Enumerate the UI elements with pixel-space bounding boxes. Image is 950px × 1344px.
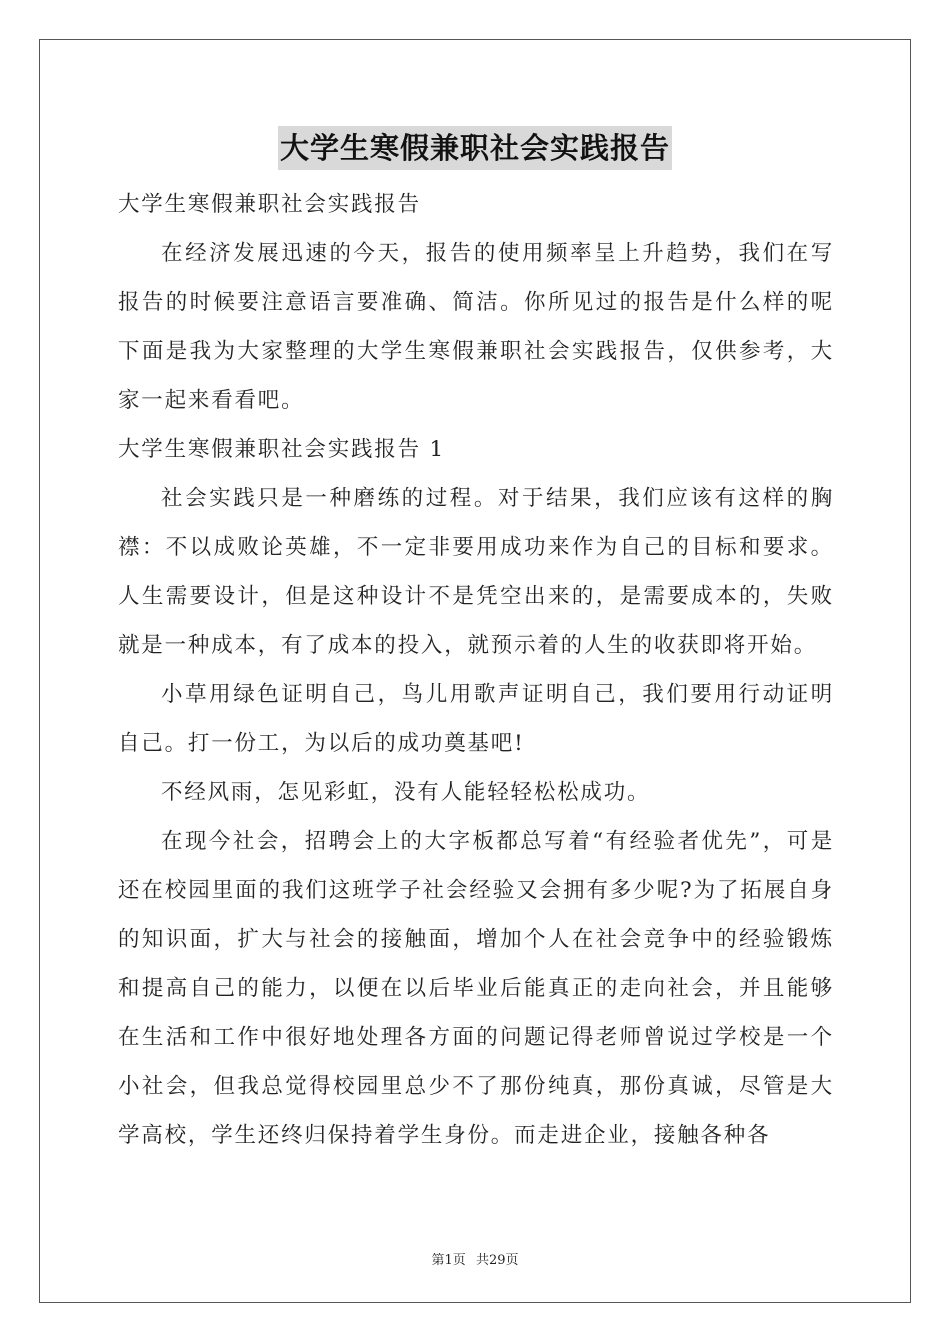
paragraph: 小草用绿色证明自己，鸟儿用歌声证明自己，我们要用行动证明自己。打一份工，为以后的成功奠基吧! [118, 682, 834, 756]
title-container [0, 126, 950, 170]
paragraph-subtitle: 大学生寒假兼职社会实践报告 [118, 192, 421, 217]
paragraph: 不经风雨，怎见彩虹，没有人能轻轻松松成功。 [161, 780, 651, 805]
document-title: 大学生寒假兼职社会实践报告 [278, 126, 672, 170]
page-number: 第1页 [431, 1253, 466, 1268]
page-total: 共29页 [475, 1253, 519, 1268]
paragraph: 社会实践只是一种磨练的过程。对于结果，我们应该有这样的胸襟：不以成败论英雄，不一定非要用成功来作为自己的目标和要求。人生需要设计，但是这种设计不是凭空出来的，是需要成本的，失败就是一种成本，有了成本的投入，就预示着的人生的收获即将开始。 [118, 486, 834, 658]
paragraph-section-heading: 大学生寒假兼职社会实践报告 1 [118, 437, 446, 462]
document-body [118, 180, 834, 1160]
page-footer [0, 1249, 950, 1268]
paragraph: 在现今社会，招聘会上的大字板都总写着“有经验者优先”，可是还在校园里面的我们这班学子社会经验又会拥有多少呢?为了拓展自身的知识面，扩大与社会的接触面，增加个人在社会竞争中的经验锻炼和提高自己的能力，以便在以后毕业后能真正的走向社会，并且能够在生活和工作中很好地处理各方面的问题记得老师曾说过学校是一个小社会，但我总觉得校园里总少不了那份纯真，那份真诚，尽管是大学高校，学生还终归保持着学生身份。而走进企业，接触各种各 [118, 829, 834, 1148]
paragraph-intro: 在经济发展迅速的今天，报告的使用频率呈上升趋势，我们在写报告的时候要注意语言要准确、简洁。你所见过的报告是什么样的呢下面是我为大家整理的大学生寒假兼职社会实践报告，仅供参考，大家一起来看看吧。 [118, 241, 834, 413]
